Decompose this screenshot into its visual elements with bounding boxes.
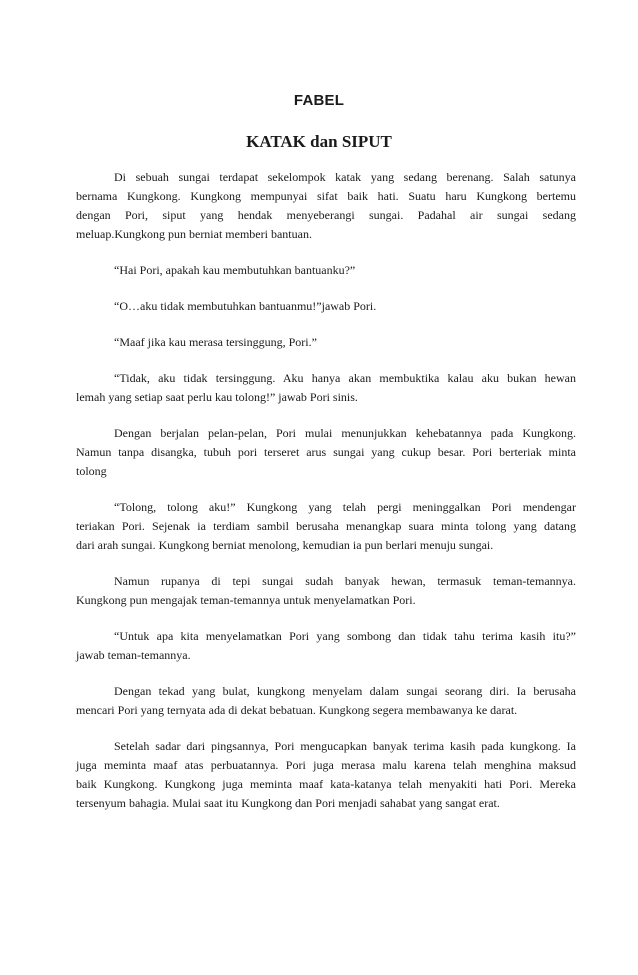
- story-body: [76, 168, 576, 830]
- paragraph-line: “Hai Pori, apakah kau membutuhkan bantuanku?”: [114, 263, 356, 277]
- story-paragraph: [76, 627, 576, 665]
- paragraph-line: dengan Pori, siput yang hendak menyeberangi sungai. Padahal air sungai sedang: [76, 208, 576, 222]
- paragraph-line: juga meminta maaf atas perbuatannya. Pori juga merasa malu karena telah menghina maksud: [76, 758, 576, 772]
- paragraph-line: Kungkong pun mengajak teman-temannya untuk menyelamatkan Pori.: [76, 593, 416, 607]
- story-paragraph: [76, 168, 576, 244]
- story-paragraph: [76, 498, 576, 555]
- paragraph-line: “Tidak, aku tidak tersinggung. Aku hanya akan membuktika kalau aku bukan hewan: [114, 371, 576, 385]
- paragraph-line: mencari Pori yang ternyata ada di dekat bebatuan. Kungkong segera membawanya ke darat.: [76, 703, 518, 717]
- paragraph-line: Namun rupanya di tepi sungai sudah banyak hewan, termasuk teman-temannya.: [114, 574, 576, 588]
- paragraph-line: “Untuk apa kita menyelamatkan Pori yang sombong dan tidak tahu terima kasih itu?”: [114, 629, 576, 643]
- paragraph-line: bernama Kungkong. Kungkong mempunyai sifat baik hati. Suatu haru Kungkong bertemu: [76, 189, 576, 203]
- paragraph-line: Namun tanpa disangka, tubuh pori terseret arus sungai yang cukup besar. Pori berteriak minta: [76, 445, 576, 459]
- story-paragraph: [76, 682, 576, 720]
- story-paragraph: [76, 297, 576, 316]
- story-paragraph: [76, 261, 576, 280]
- paragraph-line: lemah yang setiap saat perlu kau tolong!” jawab Pori sinis.: [76, 390, 358, 404]
- paragraph-line: “Maaf jika kau merasa tersinggung, Pori.”: [114, 335, 317, 349]
- paragraph-line: Dengan berjalan pelan-pelan, Pori mulai menunjukkan kehebatannya pada Kungkong.: [114, 426, 576, 440]
- paragraph-line: Di sebuah sungai terdapat sekelompok katak yang sedang berenang. Salah satunya: [114, 170, 576, 184]
- paragraph-line: Dengan tekad yang bulat, kungkong menyelam dalam sungai seorang diri. Ia berusaha: [114, 684, 576, 698]
- paragraph-line: jawab teman-temannya.: [76, 648, 191, 662]
- paragraph-line: “O…aku tidak membutuhkan bantuanmu!”jawab Pori.: [114, 299, 377, 313]
- genre-heading: FABEL: [293, 92, 345, 109]
- story-paragraph: [76, 424, 576, 481]
- paragraph-line: Setelah sadar dari pingsannya, Pori mengucapkan banyak terima kasih pada kungkong. Ia: [114, 739, 576, 753]
- story-paragraph: [76, 369, 576, 407]
- paragraph-line: “Tolong, tolong aku!” Kungkong yang telah pergi meninggalkan Pori mendengar: [114, 500, 576, 514]
- paragraph-line: baik Kungkong. Kungkong juga meminta maaf kata-katanya telah menyakiti hati Pori. Mereka: [76, 777, 576, 791]
- story-paragraph: [76, 333, 576, 352]
- story-paragraph: [76, 737, 576, 813]
- paragraph-line: tersenyum bahagia. Mulai saat itu Kungkong dan Pori menjadi sahabat yang sangat erat.: [76, 796, 500, 810]
- story-title: KATAK dan SIPUT: [246, 132, 392, 151]
- paragraph-line: tolong: [76, 464, 107, 478]
- paragraph-line: dari arah sungai. Kungkong berniat menolong, kemudian ia pun berlari menuju sungai.: [76, 538, 494, 552]
- paragraph-line: meluap.Kungkong pun berniat memberi bantuan.: [76, 227, 312, 241]
- story-paragraph: [76, 572, 576, 610]
- paragraph-line: teriakan Pori. Sejenak ia terdiam sambil berusaha menangkap suara minta tolong yang datang: [76, 519, 576, 533]
